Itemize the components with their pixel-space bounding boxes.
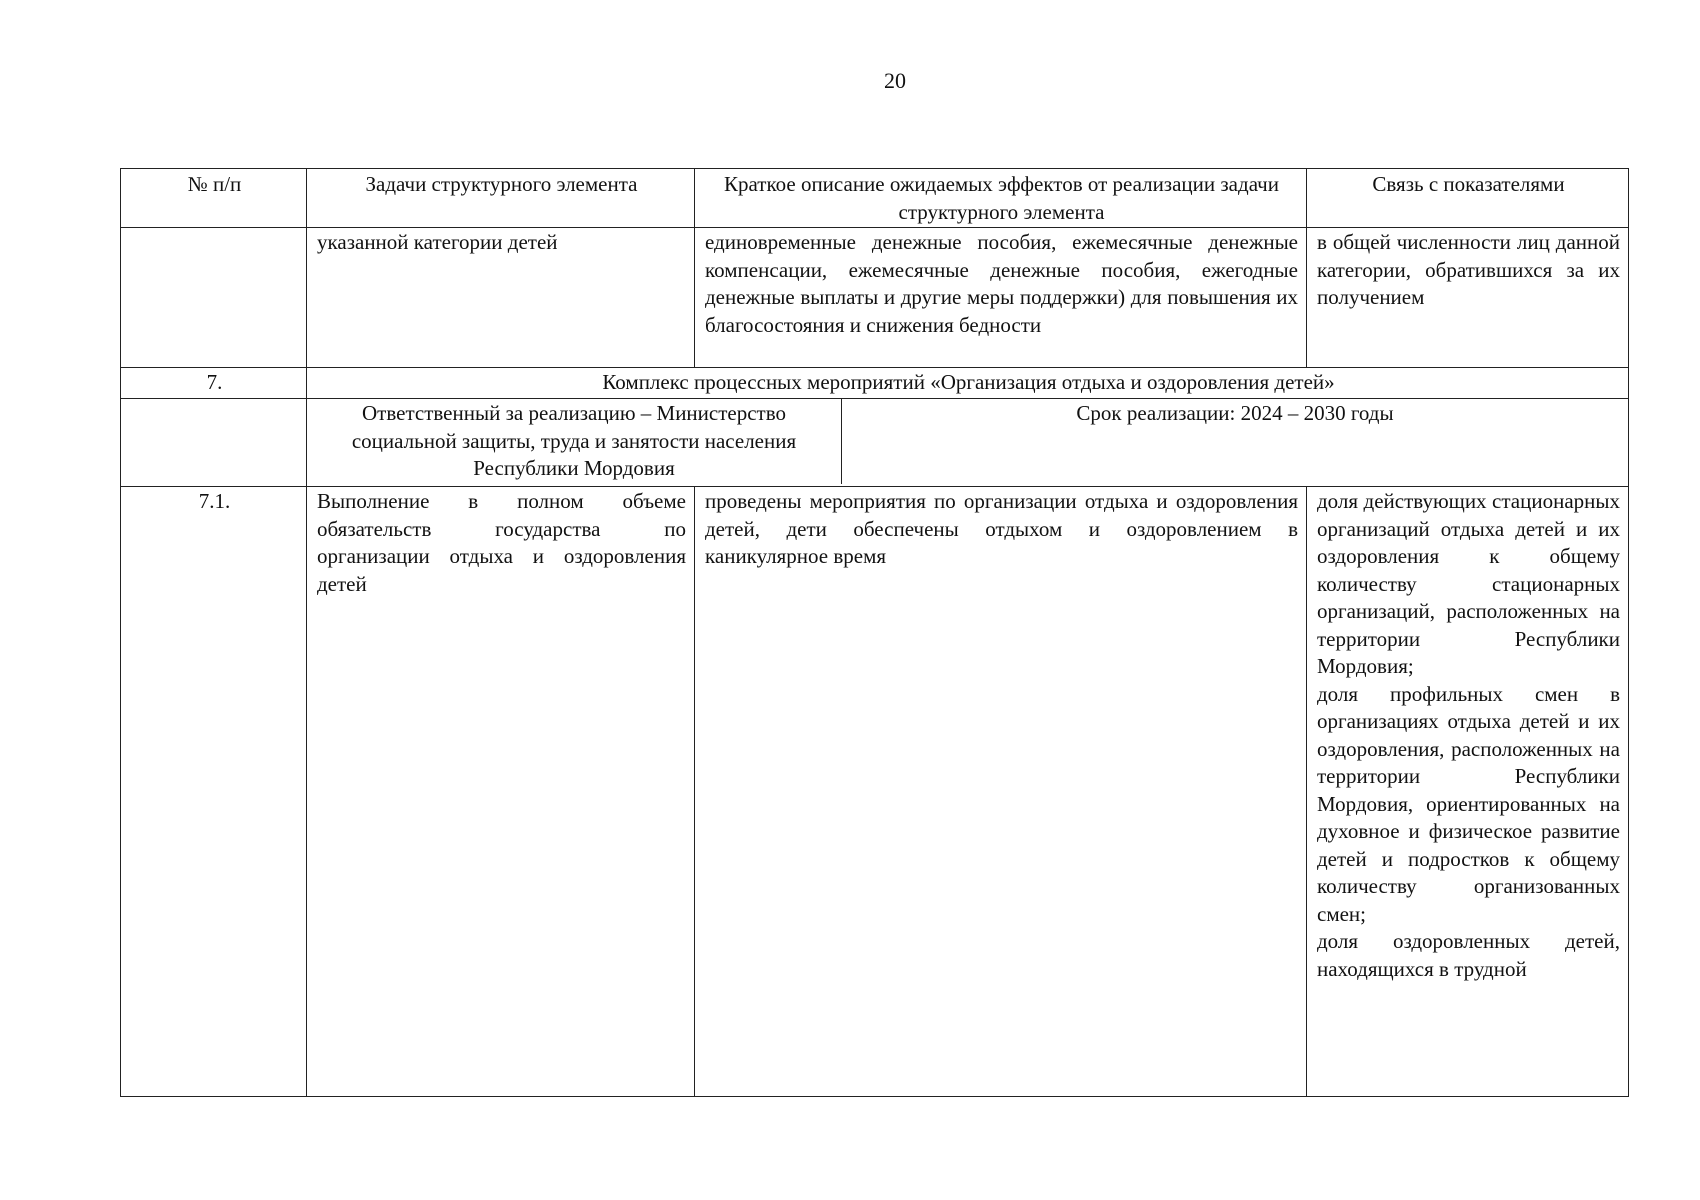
cell-num-empty	[121, 399, 307, 487]
cell-task: указанной категории детей	[307, 228, 695, 368]
header-num: № п/п	[121, 169, 307, 228]
header-effect: Краткое описание ожидаемых эффектов от реализации задачи структурного элемента	[695, 169, 1307, 228]
page-number: 20	[884, 68, 906, 93]
responsible-deadline-cell	[307, 399, 1629, 487]
cell-effect: единовременные денежные пособия, ежемесячные денежные компенсации, ежемесячные денежные пособия, ежегодные денежные выплаты и другие меры поддержки) для повышения их благосостояния и снижения бедности	[695, 228, 1307, 368]
cell-indicators	[1307, 487, 1629, 1097]
cell-indicators: в общей численности лиц данной категории, обратившихся за их получением	[1307, 228, 1629, 368]
indicator-item: доля оздоровленных детей, находящихся в трудной	[1317, 929, 1620, 981]
responsible-split	[307, 399, 1628, 484]
header-task: Задачи структурного элемента	[307, 169, 695, 228]
cell-effect: проведены мероприятия по организации отдыха и оздоровления детей, дети обеспечены отдыхом и оздоровлением в каникулярное время	[695, 487, 1307, 1097]
measures-table	[120, 168, 1629, 1097]
section-num: 7.	[121, 368, 307, 399]
cell-num: 7.1.	[121, 487, 307, 1097]
indicator-item: доля действующих стационарных организаций отдыха детей и их оздоровления к общему количеству стационарных организаций, расположенных на территории Республики Мордовия;	[1317, 489, 1620, 678]
responsible-row	[121, 399, 1629, 487]
indicator-item: доля профильных смен в организациях отдыха детей и их оздоровления, расположенных на территории Республики Мордовия, ориентированных на духовное и физическое развитие детей и подростков к общему количеству организованных смен;	[1317, 681, 1620, 926]
section-row-7	[121, 368, 1629, 399]
section-title: Комплекс процессных мероприятий «Организация отдыха и оздоровления детей»	[307, 368, 1629, 399]
table-row-7-1	[121, 487, 1629, 1097]
table-row-continued	[121, 228, 1629, 368]
responsible-text: Ответственный за реализацию – Министерство социальной защиты, труда и занятости населения Республики Мордовия	[307, 399, 842, 484]
header-indicators: Связь с показателями	[1307, 169, 1629, 228]
table-header-row	[121, 169, 1629, 228]
cell-num	[121, 228, 307, 368]
cell-task: Выполнение в полном объеме обязательств государства по организации отдыха и оздоровления детей	[307, 487, 695, 1097]
deadline-text: Срок реализации: 2024 – 2030 годы	[1076, 401, 1394, 425]
